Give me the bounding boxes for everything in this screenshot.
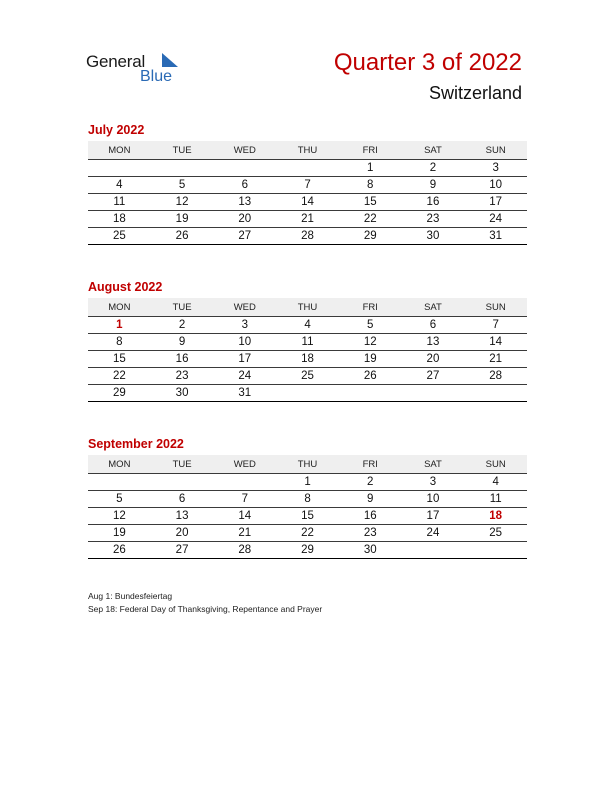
country-name: Switzerland (428, 83, 522, 103)
week-row (88, 159, 527, 177)
day-cell: 28 (238, 544, 252, 556)
day-cell: 23 (175, 370, 189, 382)
day-cell: 17 (489, 196, 503, 208)
logo-general-text: General (86, 52, 146, 71)
day-cell: 30 (175, 387, 189, 399)
day-cell: 15 (363, 196, 377, 208)
day-cell: 25 (489, 527, 503, 539)
holiday-note: Sep 18: Federal Day of Thanksgiving, Repentance and Prayer (88, 603, 323, 614)
weekday-label: SAT (424, 144, 442, 156)
day-cell: 11 (301, 336, 314, 348)
day-cell: 18 (112, 213, 126, 225)
week-row (88, 508, 527, 525)
day-cell: 19 (363, 353, 377, 365)
day-cell: 6 (241, 179, 248, 191)
week-row (88, 194, 527, 211)
day-cell: 12 (363, 336, 377, 348)
day-cell: 7 (241, 493, 248, 505)
day-cell: 7 (304, 179, 311, 191)
day-cell: 12 (175, 196, 189, 208)
day-cell: 19 (112, 527, 126, 539)
day-cell: 8 (116, 336, 123, 348)
day-cell: 22 (112, 370, 126, 382)
month-title: July 2022 (88, 123, 145, 137)
weekday-label: TUE (172, 458, 192, 470)
day-cell: 28 (301, 230, 314, 242)
day-cell: 10 (238, 336, 252, 348)
day-cell: 13 (238, 196, 252, 208)
day-cell: 22 (363, 213, 377, 225)
day-cell: 26 (175, 230, 189, 242)
day-cell: 19 (175, 213, 189, 225)
day-cell: 13 (426, 336, 440, 348)
logo (86, 50, 186, 90)
logo-blue-text: Blue (140, 68, 173, 85)
week-row (88, 228, 527, 245)
day-cell: 9 (367, 493, 374, 505)
day-cell: 22 (301, 527, 314, 539)
day-cell: 31 (489, 230, 503, 242)
holiday-note: Aug 1: Bundesfeiertag (88, 591, 173, 601)
weekday-label: SAT (424, 458, 442, 470)
day-cell: 14 (238, 510, 252, 522)
day-cell: 25 (112, 230, 126, 242)
holiday-day-cell: 18 (489, 510, 503, 522)
day-cell: 15 (301, 510, 314, 522)
day-cell: 26 (112, 544, 126, 556)
day-cell: 24 (238, 370, 252, 382)
day-cell: 13 (175, 510, 189, 522)
weekday-label: FRI (362, 144, 378, 156)
weekday-label: MON (108, 301, 131, 313)
weekday-label: TUE (172, 144, 192, 156)
weekday-label: MON (108, 144, 131, 156)
day-cell: 14 (489, 336, 503, 348)
day-cell: 5 (116, 493, 123, 505)
day-cell: 23 (363, 527, 377, 539)
weekday-label: WED (233, 458, 256, 470)
day-cell: 8 (304, 493, 311, 505)
day-cell: 17 (238, 353, 252, 365)
day-cell: 11 (489, 493, 502, 505)
day-cell: 9 (178, 336, 186, 348)
day-cell: 1 (367, 162, 374, 174)
day-cell: 6 (178, 493, 186, 505)
day-cell: 21 (489, 353, 503, 365)
day-cell: 2 (178, 319, 186, 331)
weekday-label: SAT (424, 301, 442, 313)
day-cell: 20 (238, 213, 252, 225)
weekday-label: WED (233, 144, 256, 156)
day-cell: 24 (489, 213, 503, 225)
day-cell: 27 (175, 544, 189, 556)
weekday-label: TUE (172, 301, 192, 313)
day-cell: 25 (301, 370, 314, 382)
day-cell: 24 (426, 527, 440, 539)
week-row (88, 351, 527, 368)
day-cell: 26 (363, 370, 377, 382)
day-cell: 27 (238, 230, 252, 242)
day-cell: 29 (363, 230, 377, 242)
day-cell: 23 (426, 213, 440, 225)
month-title: August 2022 (88, 280, 163, 294)
month-title: September 2022 (88, 437, 184, 451)
day-cell: 10 (489, 179, 503, 191)
day-cell: 12 (112, 510, 126, 522)
weekday-label: THU (297, 301, 318, 313)
day-cell: 16 (175, 353, 189, 365)
month-block (88, 435, 527, 559)
weekday-label: WED (233, 301, 256, 313)
week-row (88, 211, 527, 228)
day-cell: 21 (238, 527, 252, 539)
day-cell: 14 (301, 196, 314, 208)
day-cell: 4 (116, 179, 123, 191)
holiday-day-cell: 1 (116, 319, 123, 331)
day-cell: 29 (112, 387, 126, 399)
day-cell: 30 (426, 230, 440, 242)
week-row (88, 491, 527, 508)
day-cell: 15 (112, 353, 126, 365)
day-cell: 31 (238, 387, 252, 399)
day-cell: 18 (301, 353, 314, 365)
weekday-label: SUN (485, 458, 506, 470)
day-cell: 9 (429, 179, 437, 191)
day-cell: 11 (113, 196, 126, 208)
day-cell: 20 (426, 353, 440, 365)
day-cell: 10 (426, 493, 440, 505)
day-cell: 1 (304, 476, 311, 488)
day-cell: 20 (175, 527, 189, 539)
day-cell: 17 (426, 510, 440, 522)
day-cell: 27 (426, 370, 440, 382)
day-cell: 29 (301, 544, 314, 556)
day-cell: 8 (367, 179, 374, 191)
day-cell: 30 (363, 544, 377, 556)
weekday-label: SUN (485, 301, 506, 313)
day-cell: 5 (178, 179, 186, 191)
week-row (88, 542, 527, 559)
month-block (88, 278, 527, 402)
day-cell: 16 (363, 510, 377, 522)
weekday-label: THU (297, 458, 318, 470)
logo-triangle-icon (158, 53, 178, 69)
weekday-header-row (88, 455, 527, 473)
page-title: Quarter 3 of 2022 (333, 49, 522, 76)
day-cell: 5 (367, 319, 374, 331)
weekday-label: THU (297, 144, 318, 156)
weekday-header-row (88, 141, 527, 159)
day-cell: 2 (367, 476, 374, 488)
week-row (88, 334, 527, 351)
day-cell: 16 (426, 196, 440, 208)
day-cell: 4 (304, 319, 311, 331)
day-cell: 28 (489, 370, 503, 382)
month-block (88, 121, 527, 245)
weekday-label: MON (108, 458, 131, 470)
day-cell: 6 (429, 319, 437, 331)
week-row (88, 525, 527, 542)
day-cell: 7 (492, 319, 499, 331)
weekday-label: FRI (362, 301, 378, 313)
week-row (88, 316, 527, 334)
week-row (88, 177, 527, 194)
day-cell: 3 (429, 476, 437, 488)
holiday-notes (88, 590, 322, 615)
weekday-label: SUN (485, 144, 506, 156)
week-row (88, 368, 527, 385)
day-cell: 3 (492, 162, 499, 174)
weekday-label: FRI (362, 458, 378, 470)
day-cell: 3 (241, 319, 248, 331)
day-cell: 4 (492, 476, 499, 488)
day-cell: 2 (429, 162, 437, 174)
week-row (88, 385, 527, 402)
weekday-header-row (88, 298, 527, 316)
week-row (88, 473, 527, 491)
day-cell: 21 (301, 213, 314, 225)
